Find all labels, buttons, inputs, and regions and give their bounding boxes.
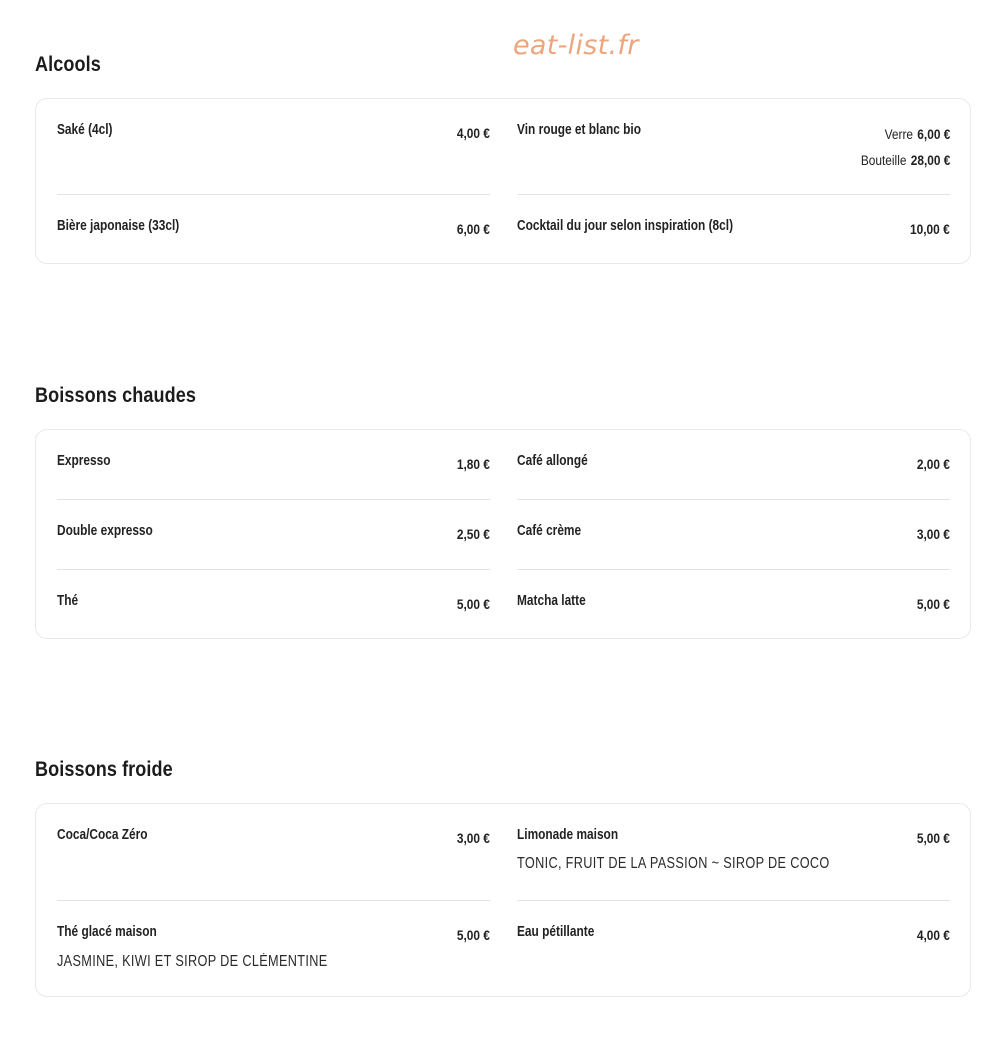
menu-item [57, 523, 490, 570]
item-price: 3,00 € [916, 526, 950, 542]
item-name: Thé [57, 593, 79, 609]
variant-price: 28,00 € [910, 152, 950, 168]
item-price: 5,00 € [456, 596, 490, 612]
variant-price: 6,00 € [916, 126, 950, 142]
item-price: 5,00 € [916, 830, 950, 846]
item-description: TONIC, FRUIT DE LA PASSION ~ SIROP DE COCO [517, 855, 830, 872]
item-name: Expresso [57, 453, 111, 469]
item-name: Limonade maison [517, 827, 619, 843]
item-name: Double expresso [57, 523, 153, 539]
watermark: eat-list.fr [513, 30, 639, 61]
menu-item [517, 593, 950, 623]
item-variant [884, 126, 950, 142]
menu-card [35, 803, 971, 997]
menu-item [517, 827, 950, 901]
section-title: Boissons chaudes [35, 384, 196, 407]
variant-label: Verre [884, 126, 913, 142]
section-alcools [35, 50, 971, 237]
menu-item [517, 218, 950, 248]
section-boissons-froide [35, 755, 971, 970]
item-price: 1,80 € [456, 456, 490, 472]
item-price: 3,00 € [456, 830, 490, 846]
item-price: 10,00 € [910, 221, 950, 237]
section-boissons-chaudes [35, 381, 971, 612]
item-description: JASMINE, KIWI ET SIROP DE CLÉMENTINE [57, 953, 328, 970]
item-name: Eau pétillante [517, 924, 595, 940]
menu-card [35, 98, 971, 264]
section-title: Boissons froide [35, 758, 173, 781]
menu-card [35, 429, 971, 639]
item-price: 5,00 € [916, 596, 950, 612]
item-price: 4,00 € [916, 927, 950, 943]
item-variant [860, 152, 950, 168]
variant-label: Bouteille [860, 152, 907, 168]
menu-item [57, 453, 490, 500]
menu-item [517, 453, 950, 500]
section-title: Alcools [35, 53, 101, 76]
item-price: 2,50 € [456, 526, 490, 542]
menu-item [57, 218, 490, 248]
item-name: Café crème [517, 523, 582, 539]
item-name: Bière japonaise (33cl) [57, 218, 180, 234]
menu-item [57, 593, 490, 623]
menu-item [57, 924, 490, 984]
item-price: 6,00 € [456, 221, 490, 237]
item-name: Cocktail du jour selon inspiration (8cl) [517, 218, 734, 234]
menu-item [517, 523, 950, 570]
menu-item [57, 122, 490, 195]
item-name: Thé glacé maison [57, 924, 157, 940]
item-name: Saké (4cl) [57, 122, 113, 138]
item-price: 4,00 € [456, 125, 490, 141]
menu-item [517, 924, 950, 954]
item-name: Café allongé [517, 453, 588, 469]
menu-item [517, 122, 950, 195]
item-name: Matcha latte [517, 593, 586, 609]
menu-item [57, 827, 490, 901]
item-price: 5,00 € [456, 927, 490, 943]
item-name: Coca/Coca Zéro [57, 827, 148, 843]
item-name: Vin rouge et blanc bio [517, 122, 641, 138]
item-price: 2,00 € [916, 456, 950, 472]
